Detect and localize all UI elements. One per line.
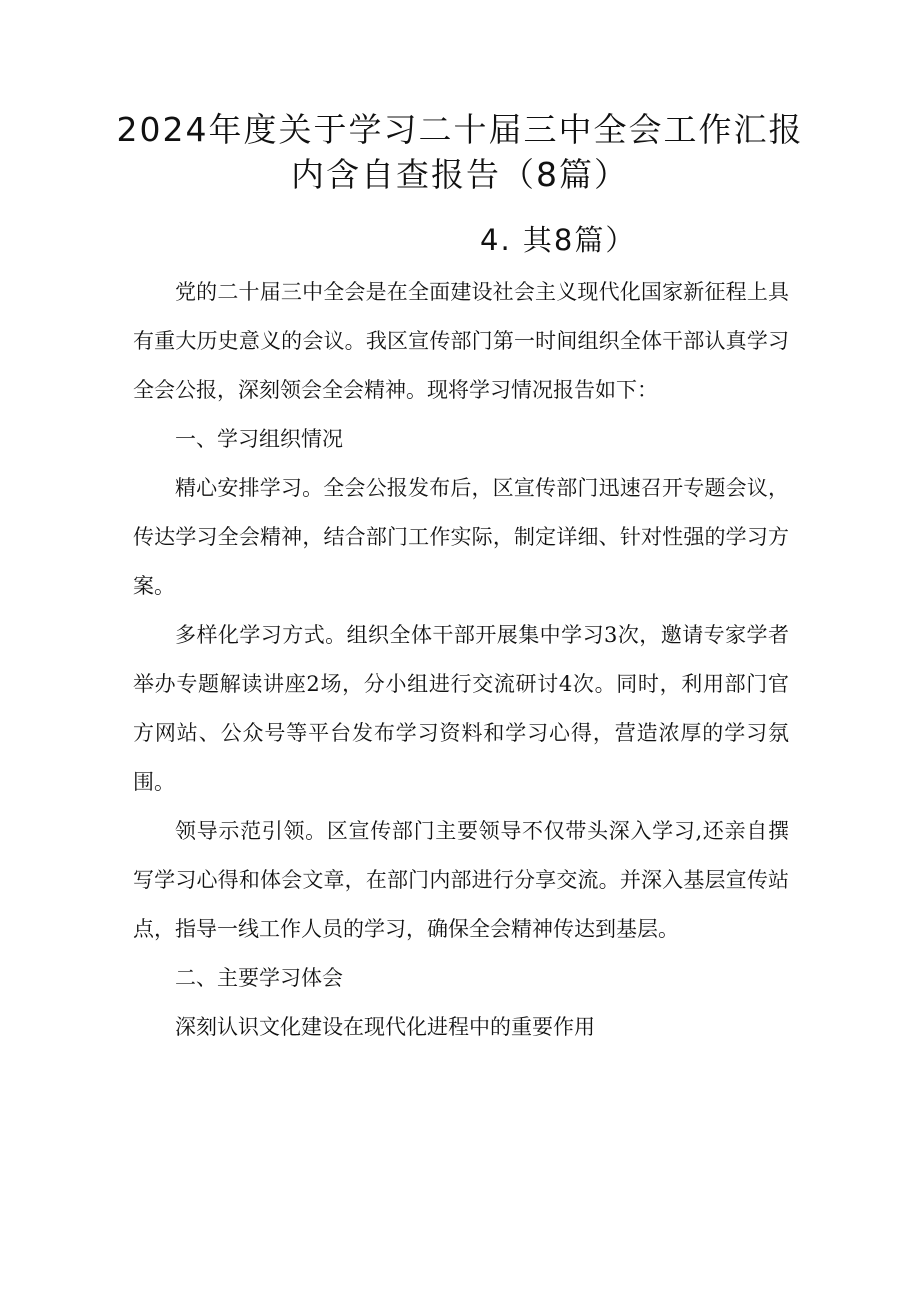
- document-title-line-2: 内含自查报告（8篇）: [291, 155, 629, 194]
- paragraph-cultural-construction: 深刻认识文化建设在现代化进程中的重要作用: [175, 1015, 595, 1039]
- paragraph-intro: 党的二十届三中全会是在全面建设社会主义现代化国家新征程上具有重大历史意义的会议。我区宣传部门第一时间组织全体干部认真学习全会公报，深刻领会全会精神。现将学习情况报告如下：: [133, 280, 789, 402]
- paragraph-leadership-example: 领导示范引领。区宣传部门主要领导不仅带头深入学习,还亲自撰写学习心得和体会文章，在部门内部进行分享交流。并深入基层宣传站点，指导一线工作人员的学习，确保全会精神传达到基层。: [133, 819, 789, 941]
- paragraph-careful-arrangement: 精心安排学习。全会公报发布后，区宣传部门迅速召开专题会议，传达学习全会精神，结合部门工作实际，制定详细、针对性强的学习方案。: [133, 476, 789, 598]
- section-heading-main-insights: 二、主要学习体会: [175, 966, 343, 990]
- section-heading-study-organization: 一、学习组织情况: [175, 427, 343, 451]
- document-body: [133, 268, 789, 1052]
- paragraph-diverse-methods: 多样化学习方式。组织全体干部开展集中学习3次，邀请专家学者举办专题解读讲座2场，分小组进行交流研讨4次。同时，利用部门官方网站、公众号等平台发布学习资料和学习心得，营造浓厚的学习氛围。: [133, 623, 789, 794]
- document-title-line-1: 2024年度关于学习二十届三中全会工作汇报: [116, 110, 804, 149]
- document-subtitle: 4. 其8篇）: [480, 223, 637, 257]
